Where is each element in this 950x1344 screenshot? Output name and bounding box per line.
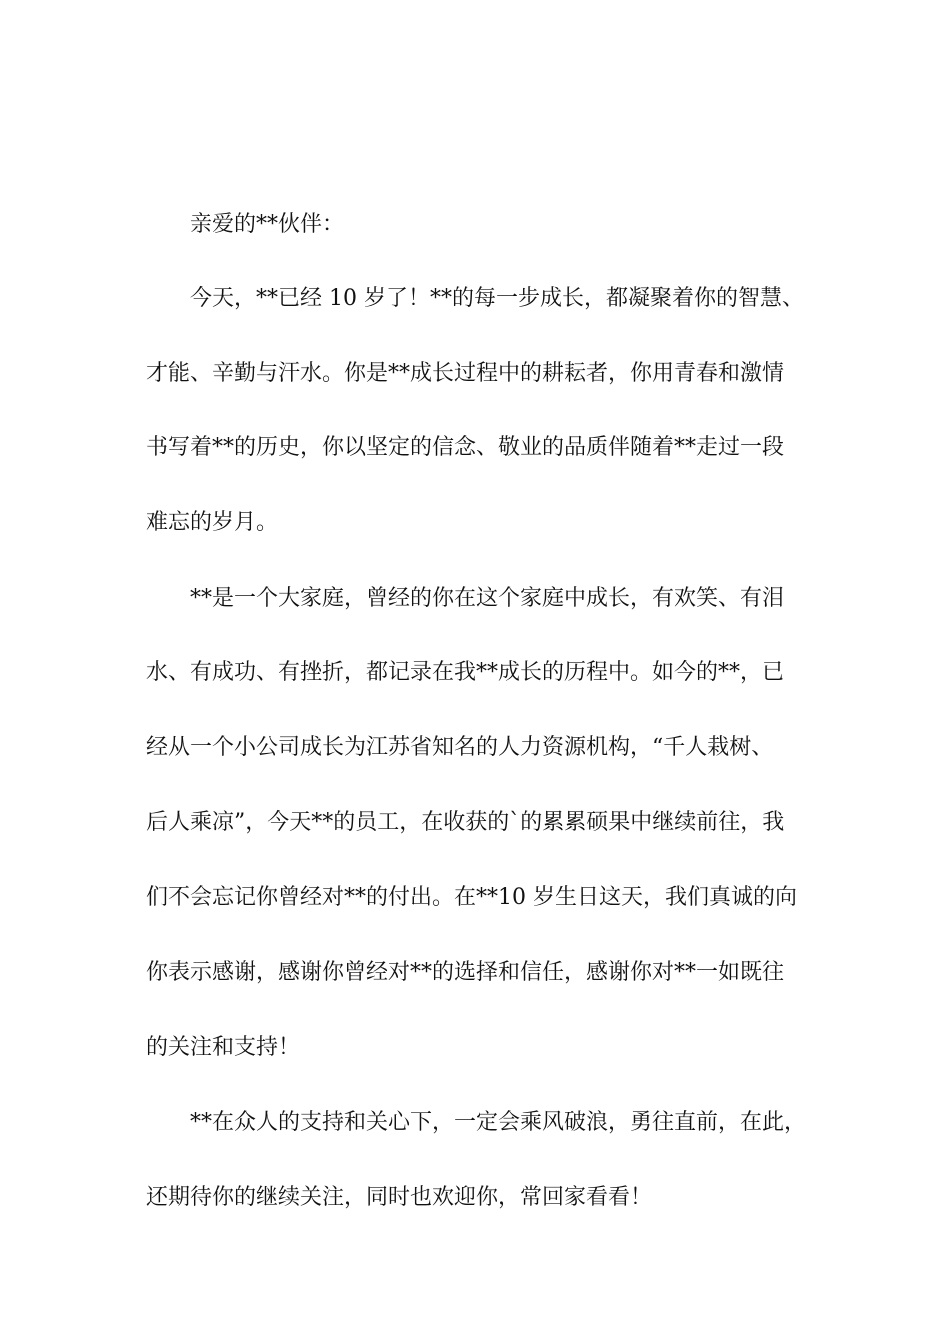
- paragraph-1-line-2: 才能、辛勤与汗水。你是**成长过程中的耕耘者，你用青春和激情: [146, 361, 785, 386]
- paragraph-2-line-2: 水、有成功、有挫折，都记录在我**成长的历程中。如今的**，已: [146, 660, 785, 685]
- paragraph-2-line-6: 你表示感谢，感谢你曾经对**的选择和信任，感谢你对**一如既往: [146, 960, 785, 985]
- paragraph-2-line-4: 后人乘凉”，今天**的员工，在收获的`的累累硕果中继续前往，我: [146, 810, 785, 835]
- paragraph-1-line-1: 今天，**已经 10 岁了！**的每一步成长，都凝聚着你的智慧、: [190, 286, 804, 311]
- paragraph-2-line-1: **是一个大家庭，曾经的你在这个家庭中成长，有欢笑、有泪: [190, 586, 785, 611]
- paragraph-3-line-1: **在众人的支持和关心下，一定会乘风破浪，勇往直前，在此，: [190, 1110, 807, 1135]
- paragraph-1-line-3: 书写着**的历史，你以坚定的信念、敬业的品质伴随着**走过一段: [146, 435, 785, 460]
- letter-greeting: 亲爱的**伙伴：: [190, 212, 345, 237]
- paragraph-3-line-2: 还期待你的继续关注，同时也欢迎你，常回家看看！: [146, 1185, 653, 1210]
- paragraph-2-line-5: 们不会忘记你曾经对**的付出。在**10 岁生日这天，我们真诚的向: [146, 885, 797, 910]
- paragraph-2-line-3: 经从一个小公司成长为江苏省知名的人力资源机构，“千人栽树、: [146, 735, 774, 760]
- paragraph-2-line-7: 的关注和支持！: [146, 1035, 301, 1060]
- paragraph-1-line-4: 难忘的岁月。: [146, 510, 279, 535]
